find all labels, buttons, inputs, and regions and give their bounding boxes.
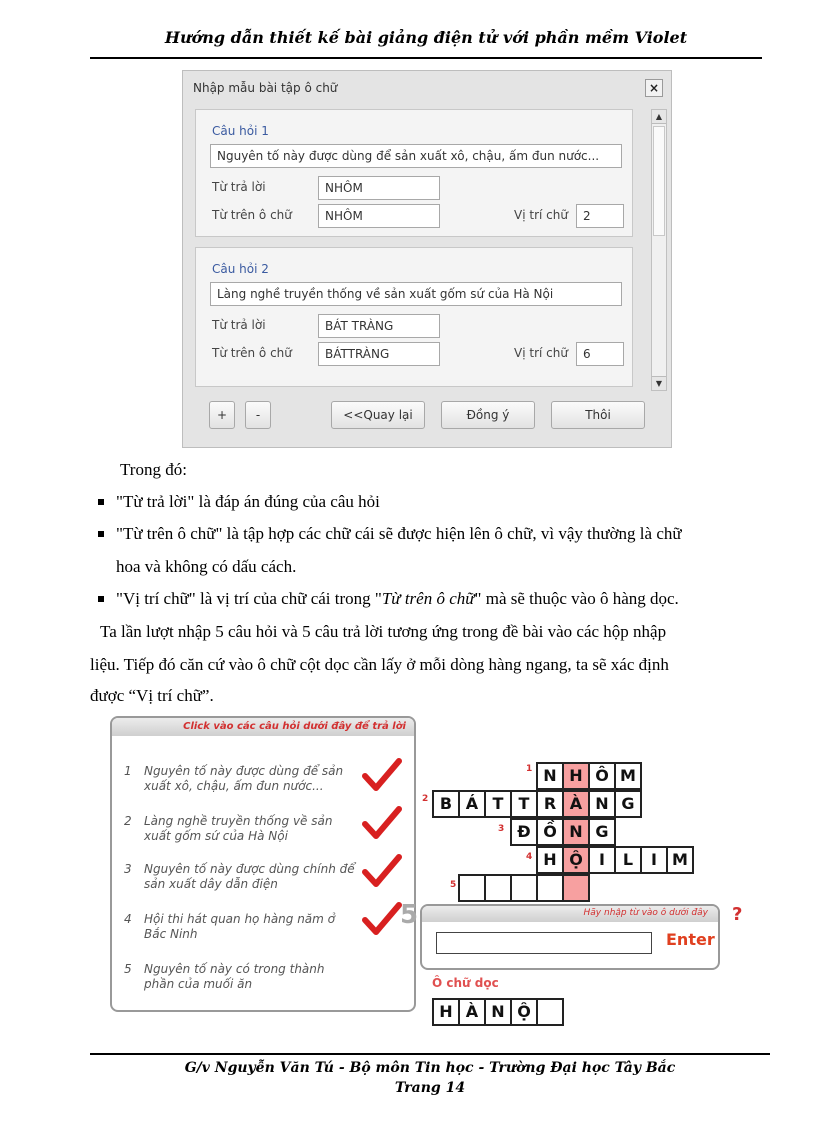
vertical-word-cell: À xyxy=(458,998,486,1026)
crossword-cell-key-empty xyxy=(562,874,590,902)
crossword-cell: Ô xyxy=(588,762,616,790)
row-number: 3 xyxy=(498,824,505,834)
word-label: Từ trên ô chữ xyxy=(212,208,292,222)
answer-label: Từ trả lời xyxy=(212,180,266,194)
question-text: Nguyên tố này được dùng chính để sản xuất dây dẫn điện xyxy=(144,862,355,891)
bullet-text xyxy=(116,588,679,610)
word-label: Từ trên ô chữ xyxy=(212,346,292,360)
footer-rule xyxy=(90,1053,770,1055)
crossword-cell-key: Ộ xyxy=(562,846,590,874)
checkmark-icon xyxy=(362,854,402,888)
answer-input[interactable] xyxy=(436,932,652,954)
position-field[interactable]: 6 xyxy=(576,342,624,366)
header-rule xyxy=(90,57,762,59)
row-number: 5 xyxy=(450,880,457,890)
crossword-cell: T xyxy=(484,790,512,818)
word-field[interactable]: NHÔM xyxy=(318,204,440,228)
question-heading: Câu hỏi 1 xyxy=(212,124,269,138)
question-card xyxy=(195,109,633,237)
crossword-cell: R xyxy=(536,790,564,818)
crossword-question[interactable] xyxy=(124,912,364,946)
question-card xyxy=(195,247,633,387)
question-text-field[interactable]: Nguyên tố này được dùng để sản xuất xô, chậu, ấm đun nước... xyxy=(210,144,622,168)
crossword-question[interactable] xyxy=(124,764,364,798)
question-panel-header xyxy=(112,718,414,736)
crossword-cell: M xyxy=(614,762,642,790)
crossword-input-dialog xyxy=(182,70,672,448)
close-icon[interactable]: × xyxy=(645,79,663,97)
paragraph-line: Ta lần lượt nhập 5 câu hỏi và 5 câu trả lời tương ứng trong đề bài vào các hộp nhập xyxy=(100,622,667,641)
intro-text: Trong đó: xyxy=(120,460,187,479)
question-panel xyxy=(110,716,419,1012)
question-number: 2 xyxy=(124,814,132,828)
crossword-game xyxy=(110,716,766,1036)
scroll-thumb[interactable] xyxy=(653,126,665,236)
crossword-cell: L xyxy=(614,846,642,874)
panel-hint: Click vào các câu hỏi dưới đây để trả lời xyxy=(183,721,406,732)
scroll-up-icon[interactable]: ▲ xyxy=(652,110,666,124)
crossword-cell: G xyxy=(614,790,642,818)
bullet-text-emphasis: Từ trên ô chữ xyxy=(381,589,475,608)
entry-hint: Hãy nhập từ vào ô dưới đây xyxy=(583,908,708,918)
vertical-word-cell-empty xyxy=(536,998,564,1026)
vertical-word-cell: H xyxy=(432,998,460,1026)
question-number: 1 xyxy=(124,764,132,778)
question-number: 5 xyxy=(124,962,132,976)
crossword-question[interactable] xyxy=(124,962,364,996)
crossword-cell: N xyxy=(536,762,564,790)
crossword-cell-key: N xyxy=(562,818,590,846)
word-field[interactable]: BÁTTRÀNG xyxy=(318,342,440,366)
bullet-text-continued: hoa và không có dấu cách. xyxy=(116,557,297,576)
vertical-word-label: Ô chữ dọc xyxy=(432,976,499,990)
question-text: Nguyên tố này được dùng để sản xuất xô, chậu, ấm đun nước... xyxy=(144,764,344,793)
questions-scroll-area xyxy=(195,109,655,391)
crossword-cell: Á xyxy=(458,790,486,818)
answer-label: Từ trả lời xyxy=(212,318,266,332)
crossword-question[interactable] xyxy=(124,862,364,896)
question-number: 4 xyxy=(124,912,132,926)
row-number: 1 xyxy=(526,764,533,774)
page-number: Trang 14 xyxy=(394,1080,466,1096)
crossword-cell: I xyxy=(588,846,616,874)
enter-button[interactable]: Enter xyxy=(666,930,715,949)
vertical-scrollbar[interactable] xyxy=(651,109,667,391)
crossword-cell: Ồ xyxy=(536,818,564,846)
footer-author: G/v Nguyễn Văn Tú - Bộ môn Tin học - Trường Đại học Tây Bắc xyxy=(184,1060,676,1076)
question-text: Làng nghề truyền thống về sản xuất gốm sứ của Hà Nội xyxy=(144,814,333,843)
question-heading: Câu hỏi 2 xyxy=(212,262,269,276)
crossword-cell: I xyxy=(640,846,668,874)
crossword-cell-empty xyxy=(484,874,512,902)
crossword-cell: M xyxy=(666,846,694,874)
vertical-word-cell: N xyxy=(484,998,512,1026)
question-text: Nguyên tố này có trong thành phần của muối ăn xyxy=(144,962,325,991)
checkmark-icon xyxy=(362,806,402,840)
position-label: Vị trí chữ xyxy=(514,346,568,360)
answer-entry-box xyxy=(420,904,720,970)
crossword-cell-empty xyxy=(536,874,564,902)
cancel-button[interactable]: Thôi xyxy=(551,401,645,429)
help-icon[interactable]: ? xyxy=(732,904,743,925)
answer-field[interactable]: BÁT TRÀNG xyxy=(318,314,440,338)
scroll-down-icon[interactable]: ▼ xyxy=(652,376,666,390)
row-number: 4 xyxy=(526,852,533,862)
ok-button[interactable]: Đồng ý xyxy=(441,401,535,429)
row-number: 2 xyxy=(422,794,429,804)
crossword-question[interactable] xyxy=(124,814,364,848)
back-button[interactable]: <<Quay lại xyxy=(331,401,425,429)
crossword-cell-key: H xyxy=(562,762,590,790)
crossword-cell-key: À xyxy=(562,790,590,818)
vertical-word-cell: Ộ xyxy=(510,998,538,1026)
current-question-number: 5 xyxy=(400,900,419,930)
bullet-text: "Từ trả lời" là đáp án đúng của câu hỏi xyxy=(116,492,380,511)
crossword-cell: N xyxy=(588,790,616,818)
question-number: 3 xyxy=(124,862,132,876)
checkmark-icon xyxy=(362,902,402,936)
bullet-text-part: " mà sẽ thuộc vào ô hàng dọc. xyxy=(474,589,679,608)
paragraph-line: được “Vị trí chữ”. xyxy=(90,686,214,705)
bullet-marker xyxy=(98,499,104,505)
crossword-cell-empty xyxy=(458,874,486,902)
crossword-cell: H xyxy=(536,846,564,874)
bullet-marker xyxy=(98,531,104,537)
bullet-text-part: "Vị trí chữ" là vị trí của chữ cái trong " xyxy=(116,589,382,608)
crossword-cell: Đ xyxy=(510,818,538,846)
bullet-marker xyxy=(98,596,104,602)
position-label: Vị trí chữ xyxy=(514,208,568,222)
checkmark-icon xyxy=(362,758,402,792)
add-question-button[interactable]: + xyxy=(209,401,235,429)
question-text-field[interactable]: Làng nghề truyền thống về sản xuất gốm sứ của Hà Nội xyxy=(210,282,622,306)
paragraph-line: liệu. Tiếp đó căn cứ vào ô chữ cột dọc cần lấy ở mỗi dòng hàng ngang, ta sẽ xác định xyxy=(90,655,669,674)
position-field[interactable]: 2 xyxy=(576,204,624,228)
crossword-cell: T xyxy=(510,790,538,818)
crossword-cell: B xyxy=(432,790,460,818)
crossword-cell-empty xyxy=(510,874,538,902)
question-text: Hội thi hát quan họ hàng năm ở Bắc Ninh xyxy=(144,912,336,941)
dialog-title: Nhập mẫu bài tập ô chữ xyxy=(193,81,338,95)
answer-field[interactable]: NHÔM xyxy=(318,176,440,200)
bullet-text: "Từ trên ô chữ" là tập hợp các chữ cái sẽ được hiện lên ô chữ, vì vậy thường là chữ xyxy=(116,524,682,543)
page-footer xyxy=(90,1058,770,1098)
page-header: Hướng dẫn thiết kế bài giảng điện tử với phần mềm Violet xyxy=(164,28,688,47)
remove-question-button[interactable]: - xyxy=(245,401,271,429)
answer-entry-header xyxy=(422,906,718,922)
crossword-cell: G xyxy=(588,818,616,846)
